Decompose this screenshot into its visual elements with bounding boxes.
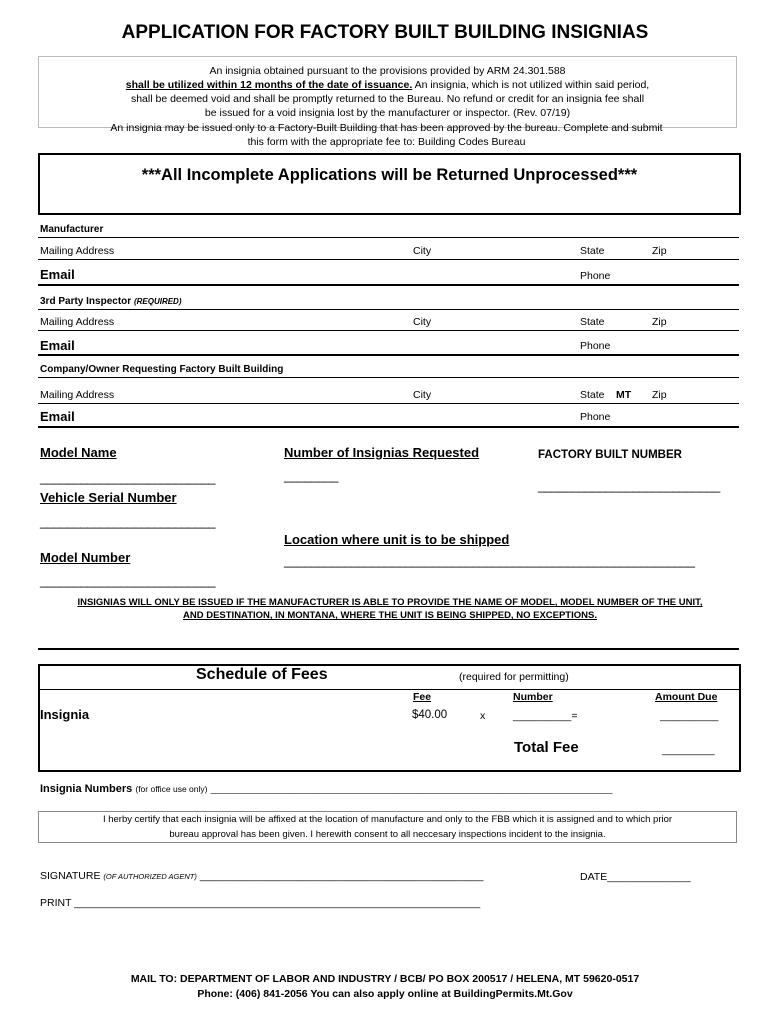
factory-built-number-label: FACTORY BUILT NUMBER <box>538 449 682 461</box>
signature-field[interactable]: ___________________________________________________ <box>199 871 484 882</box>
fee-column-header: Fee <box>413 691 432 703</box>
owner-address-field[interactable] <box>38 403 739 404</box>
print-label: PRINT <box>40 897 72 909</box>
notice-line-5: An insignia may be issued only to a Factory-Built Building that has been approved by the bureau. Complete and submit <box>110 122 663 134</box>
banner-text: ***All Incomplete Applications will be Returned Unprocessed*** <box>141 166 638 184</box>
submission-note <box>38 119 735 151</box>
insignia-numbers-row <box>40 783 612 795</box>
inspector-required-note: (REQUIRED) <box>133 297 182 306</box>
warning-line-2: AND DESTINATION, IN MONTANA, WHERE THE UNIT IS BEING SHIPPED, NO EXCEPTIONS. <box>183 610 597 621</box>
owner-field[interactable] <box>38 377 739 378</box>
factory-built-number-field[interactable]: ___________________________ <box>538 478 720 493</box>
insignia-numbers-label: Insignia Numbers <box>40 783 133 795</box>
inspector-email-field[interactable] <box>38 354 739 356</box>
manufacturer-address-field[interactable] <box>38 259 739 260</box>
footer-line-2: Phone: (406) 841-2056 You can also apply online at BuildingPermits.Mt.Gov <box>197 988 573 1000</box>
fee-schedule <box>38 664 741 772</box>
insignia-count-field[interactable]: __________= <box>513 710 578 722</box>
amount-column-header: Amount Due <box>655 691 718 703</box>
notice-box <box>38 56 737 128</box>
date-label: DATE <box>580 871 608 883</box>
owner-email-label: Email <box>40 409 75 424</box>
notice-line-2 <box>39 78 736 92</box>
manufacturer-city-label: City <box>413 245 432 257</box>
notice-line-2-rest: An insignia, which is not utilized within said period, <box>412 79 650 91</box>
signature-label: SIGNATURE <box>40 870 101 882</box>
inspector-city-label: City <box>413 316 432 328</box>
inspector-address-field[interactable] <box>38 330 739 331</box>
inspector-mailing-label: Mailing Address <box>40 316 115 328</box>
incomplete-warning-banner <box>38 153 741 215</box>
inspector-zip-label: Zip <box>652 316 667 328</box>
insignias-requested-field[interactable]: ________ <box>284 468 338 483</box>
inspector-field[interactable] <box>38 309 739 310</box>
footer-line-1: MAIL TO: DEPARTMENT OF LABOR AND INDUSTRY / BCB/ PO BOX 200517 / HELENA, MT 59620-0517 <box>130 973 640 985</box>
date-field[interactable]: _______________ <box>607 872 691 883</box>
manufacturer-email-field[interactable] <box>38 284 739 286</box>
location-shipped-field[interactable]: _____________________________________________________________ <box>284 553 695 568</box>
model-name-label: Model Name <box>40 445 117 460</box>
date-row <box>580 871 691 883</box>
model-name-field[interactable]: __________________________ <box>40 470 215 485</box>
notice-line-1: An insignia obtained pursuant to the provisions provided by ARM 24.301.588 <box>209 65 566 77</box>
print-field[interactable]: _________________________________________________________________________ <box>74 898 481 909</box>
mailing-footer <box>0 972 770 1002</box>
certify-line-2: bureau approval has been given. I herewith consent to all neccesary inspections incident to the insignia. <box>169 829 606 840</box>
signature-note: (OF AUTHORIZED AGENT) <box>103 872 197 881</box>
owner-state-label: State <box>580 389 605 401</box>
total-fee-field[interactable]: _________ <box>662 744 715 756</box>
office-use-note: (for office use only) <box>135 784 208 794</box>
fee-header-rule <box>40 689 739 690</box>
amount-due-field[interactable]: __________ <box>660 710 719 722</box>
manufacturer-phone-label: Phone <box>580 270 611 282</box>
notice-line-6: this form with the appropriate fee to: Building Codes Bureau <box>247 136 526 148</box>
notice-line-3: shall be deemed void and shall be promptly returned to the Bureau. No refund or credit for an insignia fee shall <box>130 93 645 105</box>
insignia-numbers-field[interactable]: _____________________________________________________________________________________ <box>210 784 613 794</box>
manufacturer-state-label: State <box>580 245 605 257</box>
owner-label: Company/Owner Requesting Factory Built Building <box>40 364 284 375</box>
inspector-label-text: 3rd Party Inspector <box>40 296 132 307</box>
inspector-email-label: Email <box>40 338 75 353</box>
owner-email-field[interactable] <box>38 426 739 428</box>
manufacturer-zip-label: Zip <box>652 245 667 257</box>
manufacturer-email-label: Email <box>40 267 75 282</box>
manufacturer-mailing-label: Mailing Address <box>40 245 115 257</box>
print-row <box>40 897 480 909</box>
model-number-label: Model Number <box>40 550 131 565</box>
owner-mailing-label: Mailing Address <box>40 389 115 401</box>
vehicle-serial-label: Vehicle Serial Number <box>40 490 177 505</box>
inspector-label <box>40 296 182 307</box>
insignia-warning <box>30 596 750 622</box>
warning-line-1: INSIGNIAS WILL ONLY BE ISSUED IF THE MANUFACTURER IS ABLE TO PROVIDE THE NAME OF MODEL, MODEL NUMBER OF THE UNIT, <box>77 597 703 608</box>
times-sign: x <box>480 710 486 722</box>
insignias-requested-label: Number of Insignias Requested <box>284 445 480 460</box>
insignia-price: $40.00 <box>412 709 448 721</box>
manufacturer-label: Manufacturer <box>40 224 104 235</box>
vehicle-serial-field[interactable]: __________________________ <box>40 514 215 529</box>
insignia-fee-item: Insignia <box>40 707 90 722</box>
notice-line-4: be issued for a void insignia lost by the manufacturer or inspector. (Rev. 07/19) <box>204 107 571 119</box>
certification-box <box>38 811 737 843</box>
total-fee-label: Total Fee <box>514 739 579 756</box>
model-number-field[interactable]: __________________________ <box>40 573 215 588</box>
fees-subtitle: (required for permitting) <box>459 671 569 683</box>
notice-emphasis: shall be utilized within 12 months of the date of issuance. <box>125 79 413 91</box>
owner-state-value: MT <box>616 389 632 401</box>
manufacturer-field[interactable] <box>38 237 739 238</box>
certify-line-1: I herby certify that each insignia will be affixed at the location of manufacture and only to the FBB which it is assigned and to which prior <box>102 814 673 825</box>
inspector-phone-label: Phone <box>580 340 611 352</box>
inspector-state-label: State <box>580 316 605 328</box>
number-column-header: Number <box>513 691 553 703</box>
location-shipped-label: Location where unit is to be shipped <box>284 532 510 547</box>
owner-phone-label: Phone <box>580 411 611 423</box>
owner-zip-label: Zip <box>652 389 667 401</box>
form-title: APPLICATION FOR FACTORY BUILT BUILDING INSIGNIAS <box>121 22 649 43</box>
owner-city-label: City <box>413 389 432 401</box>
section-divider <box>38 648 739 650</box>
signature-row <box>40 870 483 882</box>
fees-title: Schedule of Fees <box>196 666 328 683</box>
